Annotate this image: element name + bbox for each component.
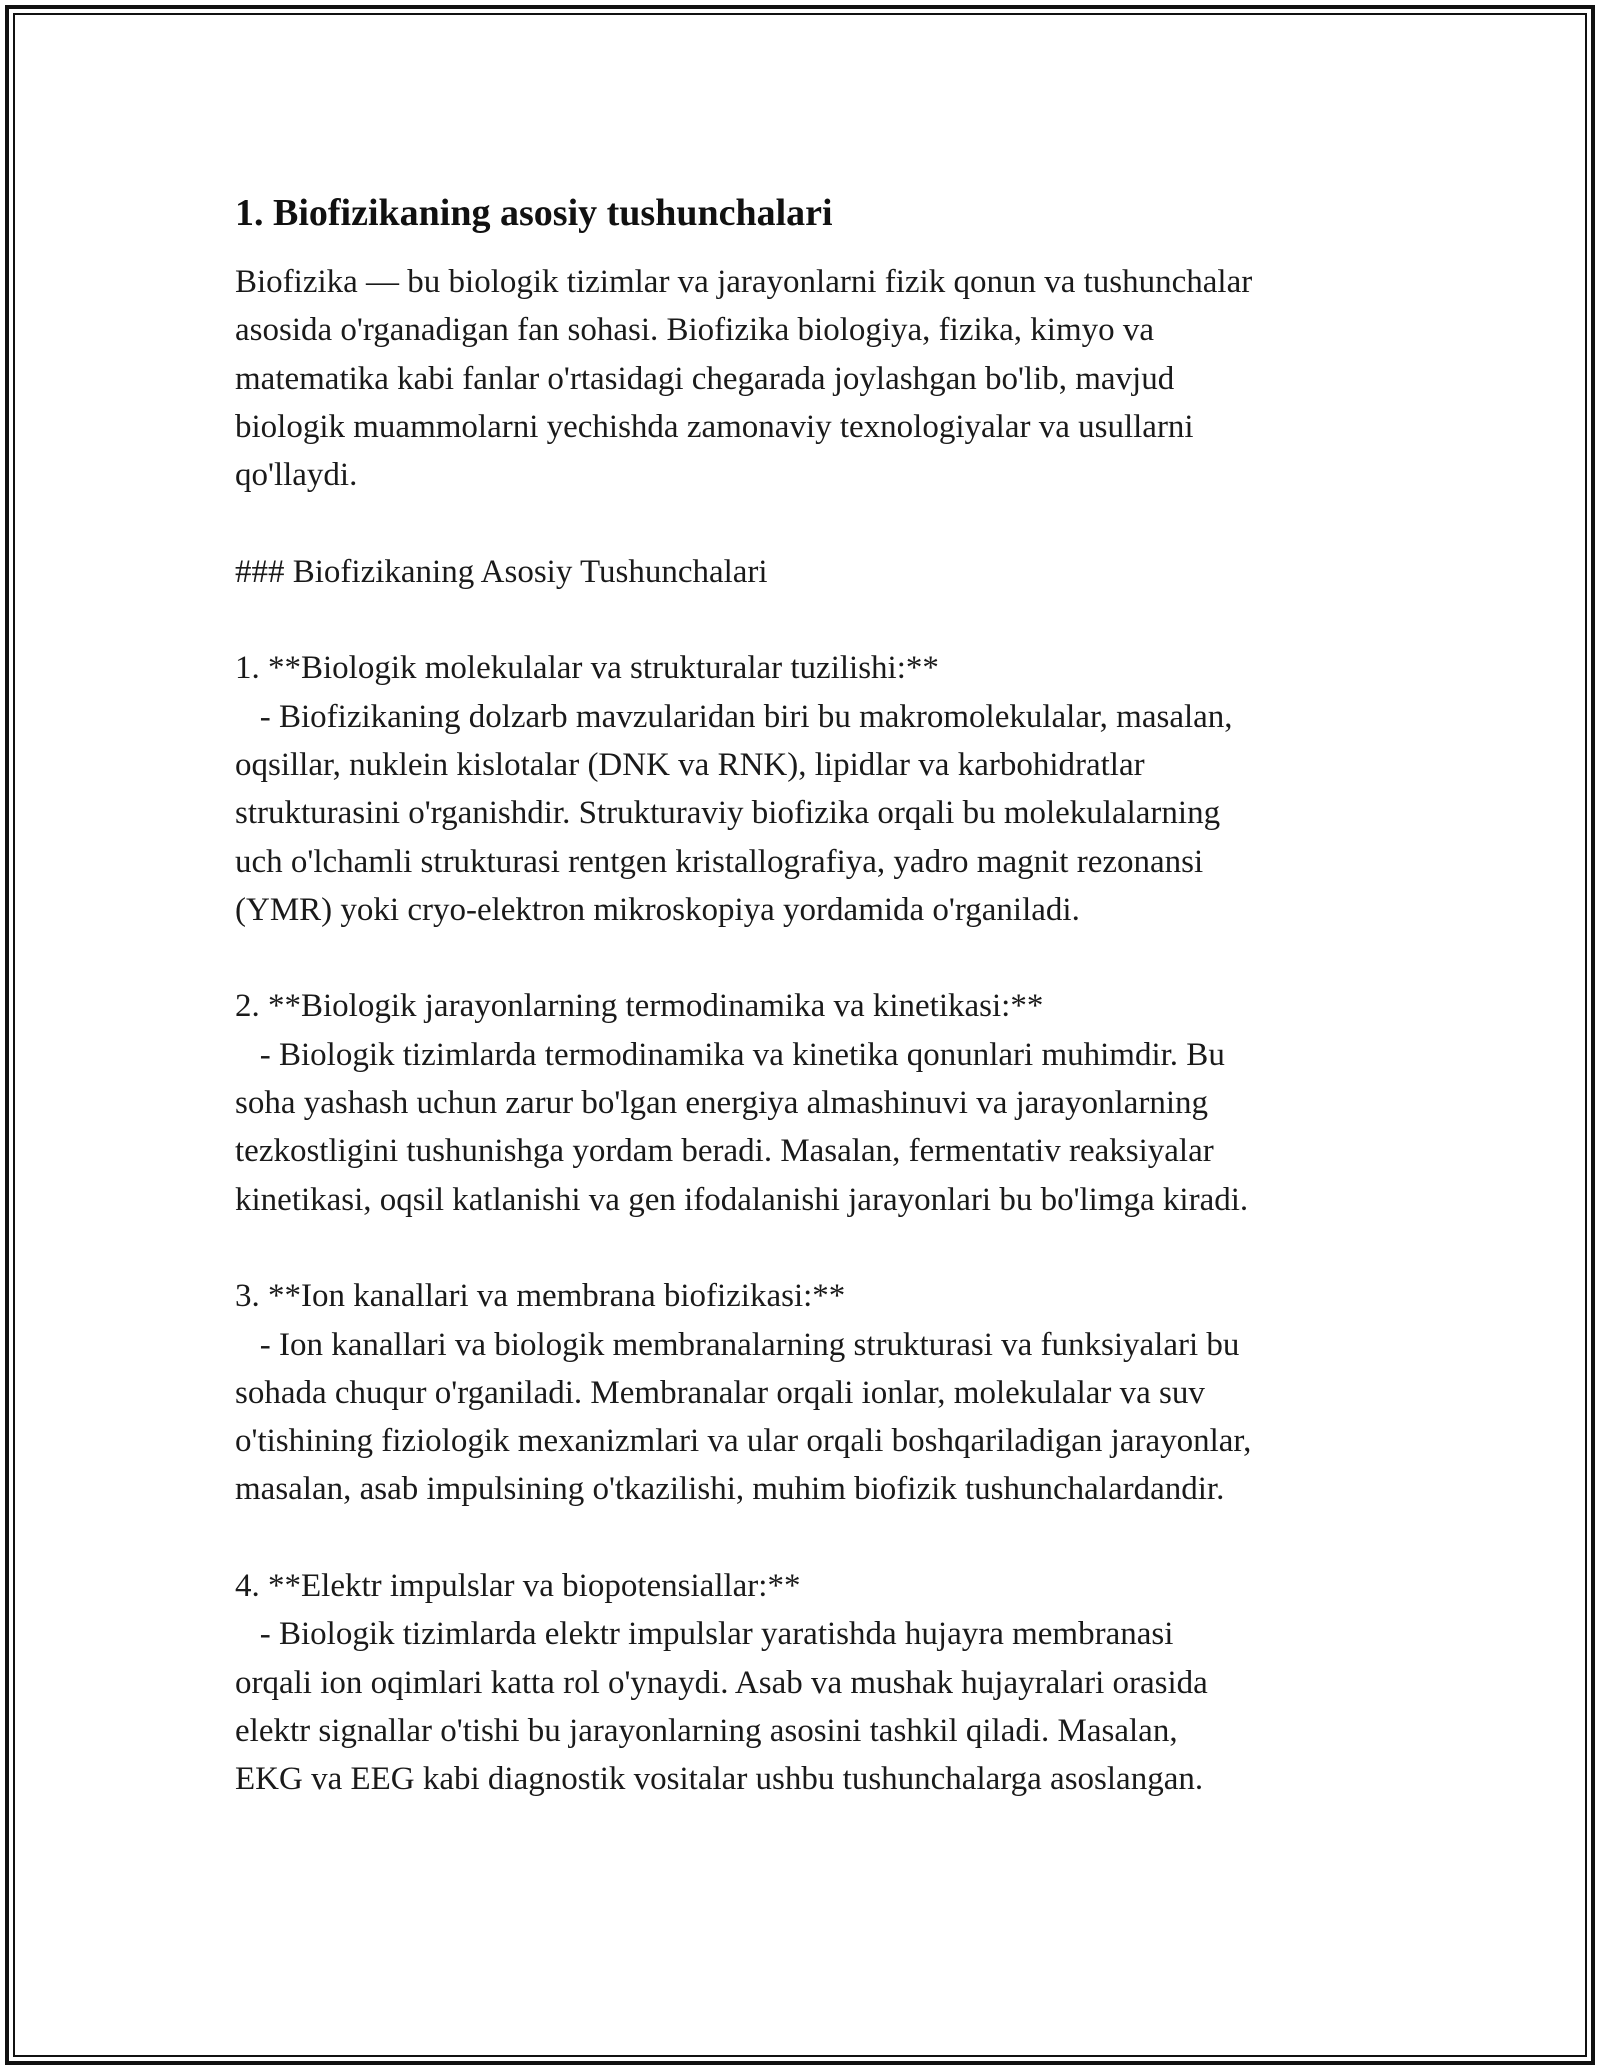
section-body: - Biologik tizimlarda elektr impulslar yaratishda hujayra membranasi orqali ion oqimlari katta rol o'ynaydi. Asab va mushak hujayralari orasida elektr signallar o'tishi bu jarayonlarning asosini tashkil qiladi. Masalan, EKG va EEG kabi diagnostik vositalar ushbu tushunchalarga asoslangan. [235, 1616, 1208, 1798]
section-4 [235, 1562, 1395, 1803]
intro-paragraph: Biofizika — bu biologik tizimlar va jarayonlarni fizik qonun va tushunchalar asosida o'rganadigan fan sohasi. Biofizika biologiya, fizika, kimyo va matematika kabi fanlar o'rtasidagi chegarada joylashgan bo'lib, mavjud biologik muammolarni yechishda zamonaviy texnologiyalar va usullarni qo'llaydi. [235, 264, 1253, 494]
section-2 [235, 982, 1395, 1223]
section-heading: 4. **Elektr impulslar va biopotensiallar:** [235, 1568, 801, 1605]
section-1 [235, 644, 1395, 934]
section-heading: 3. **Ion kanallari va membrana biofizikasi:** [235, 1278, 846, 1315]
section-body: - Biofizikaning dolzarb mavzularidan biri bu makromolekulalar, masalan, oqsillar, nuklein kislotalar (DNK va RNK), lipidlar va karbohidratlar strukturasini o'rganishdir. Strukturaviy biofizika orqali bu molekulalarning uch o'lchamli strukturasi rentgen kristallografiya, yadro magnit rezonansi (YMR) yoki cryo-elektron mikroskopiya yordamida o'rganiladi. [235, 698, 1233, 928]
section-body: - Biologik tizimlarda termodinamika va kinetika qonunlari muhimdir. Bu soha yashash uchun zarur bo'lgan energiya almashinuvi va jarayonlarning tezkostligini tushunishga yordam beradi. Masalan, fermentativ reaksiyalar kinetikasi, oqsil katlanishi va gen ifodalanishi jarayonlari bu bo'limga kiradi. [235, 1036, 1249, 1218]
section-3 [235, 1272, 1395, 1513]
spacer [235, 1514, 1395, 1562]
spacer [235, 1224, 1395, 1272]
spacer [235, 596, 1395, 644]
section-body: - Ion kanallari va biologik membranalarning strukturasi va funksiyalari bu sohada chuqur o'rganiladi. Membranalar orqali ionlar, molekulalar va suv o'tishining fiziologik mexanizmlari va ular orqali boshqariladigan jarayonlar, masalan, asab impulsining o'tkazilishi, muhim biofizik tushunchalardandir. [235, 1326, 1252, 1508]
document-title: 1. Biofizikaning asosiy tushunchalari [235, 192, 833, 234]
spacer [235, 499, 1395, 547]
section-heading: 2. **Biologik jarayonlarning termodinamika va kinetikasi:** [235, 988, 1044, 1025]
spacer [235, 934, 1395, 982]
document-page [235, 186, 1395, 1804]
subheading: ### Biofizikaning Asosiy Tushunchalari [235, 553, 768, 590]
section-heading: 1. **Biologik molekulalar va strukturalar tuzilishi:** [235, 650, 939, 687]
